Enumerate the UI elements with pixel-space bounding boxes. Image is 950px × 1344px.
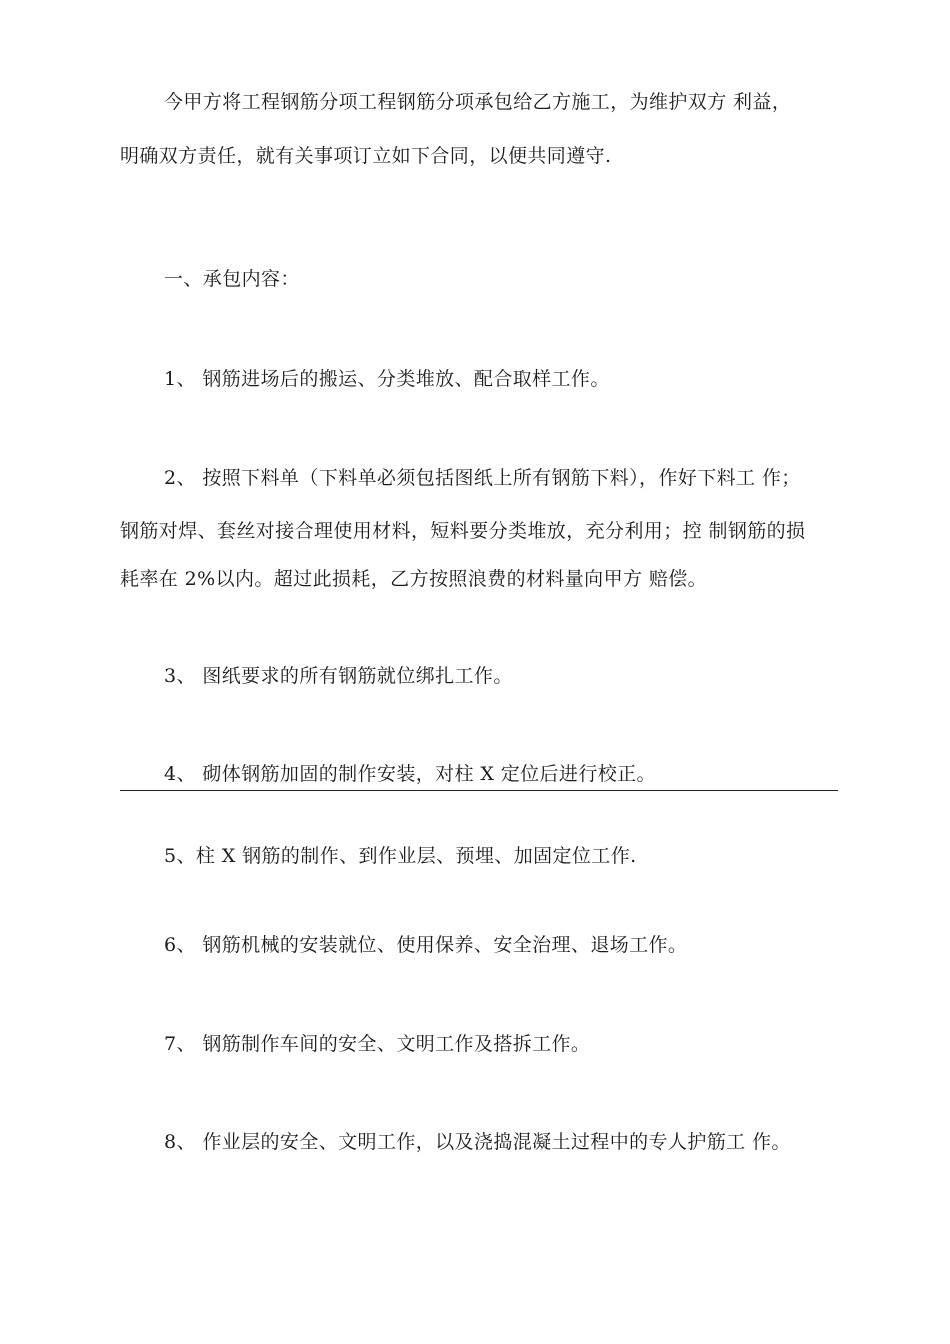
item-4: 4、 砌体钢筋加固的制作安装，对柱 X 定位后进行校正。 [164,763,656,785]
horizontal-divider [120,790,838,791]
item-2-line-1: 2、 按照下料单（下料单必须包括图纸上所有钢筋下料），作好下料工 作； [164,467,801,489]
item-3: 3、 图纸要求的所有钢筋就位绑扎工作。 [164,665,513,687]
item-8: 8、 作业层的安全、文明工作，以及浇捣混凝土过程中的专人护筋工 作。 [164,1131,791,1153]
item-6: 6、 钢筋机械的安装就位、使用保养、安全治理、退场工作。 [164,934,688,956]
intro-line-1: 今甲方将工程钢筋分项工程钢筋分项承包给乙方施工，为维护双方 利益， [164,91,792,113]
item-2-line-3: 耗率在 2%以内。超过此损耗，乙方按照浪费的材料量向甲方 赔偿。 [120,568,708,590]
item-2-line-2: 钢筋对焊、套丝对接合理使用材料，短料要分类堆放，充分利用；控 制钢筋的损 [120,520,806,542]
section-heading: 一、承包内容： [164,268,300,290]
item-5: 5、柱 X 钢筋的制作、到作业层、预埋、加固定位工作. [164,845,637,867]
intro-line-2: 明确双方责任，就有关事项订立如下合同，以便共同遵守. [120,145,612,167]
item-1: 1、 钢筋进场后的搬运、分类堆放、配合取样工作。 [164,368,610,390]
item-7: 7、 钢筋制作车间的安全、文明工作及搭拆工作。 [164,1033,591,1055]
